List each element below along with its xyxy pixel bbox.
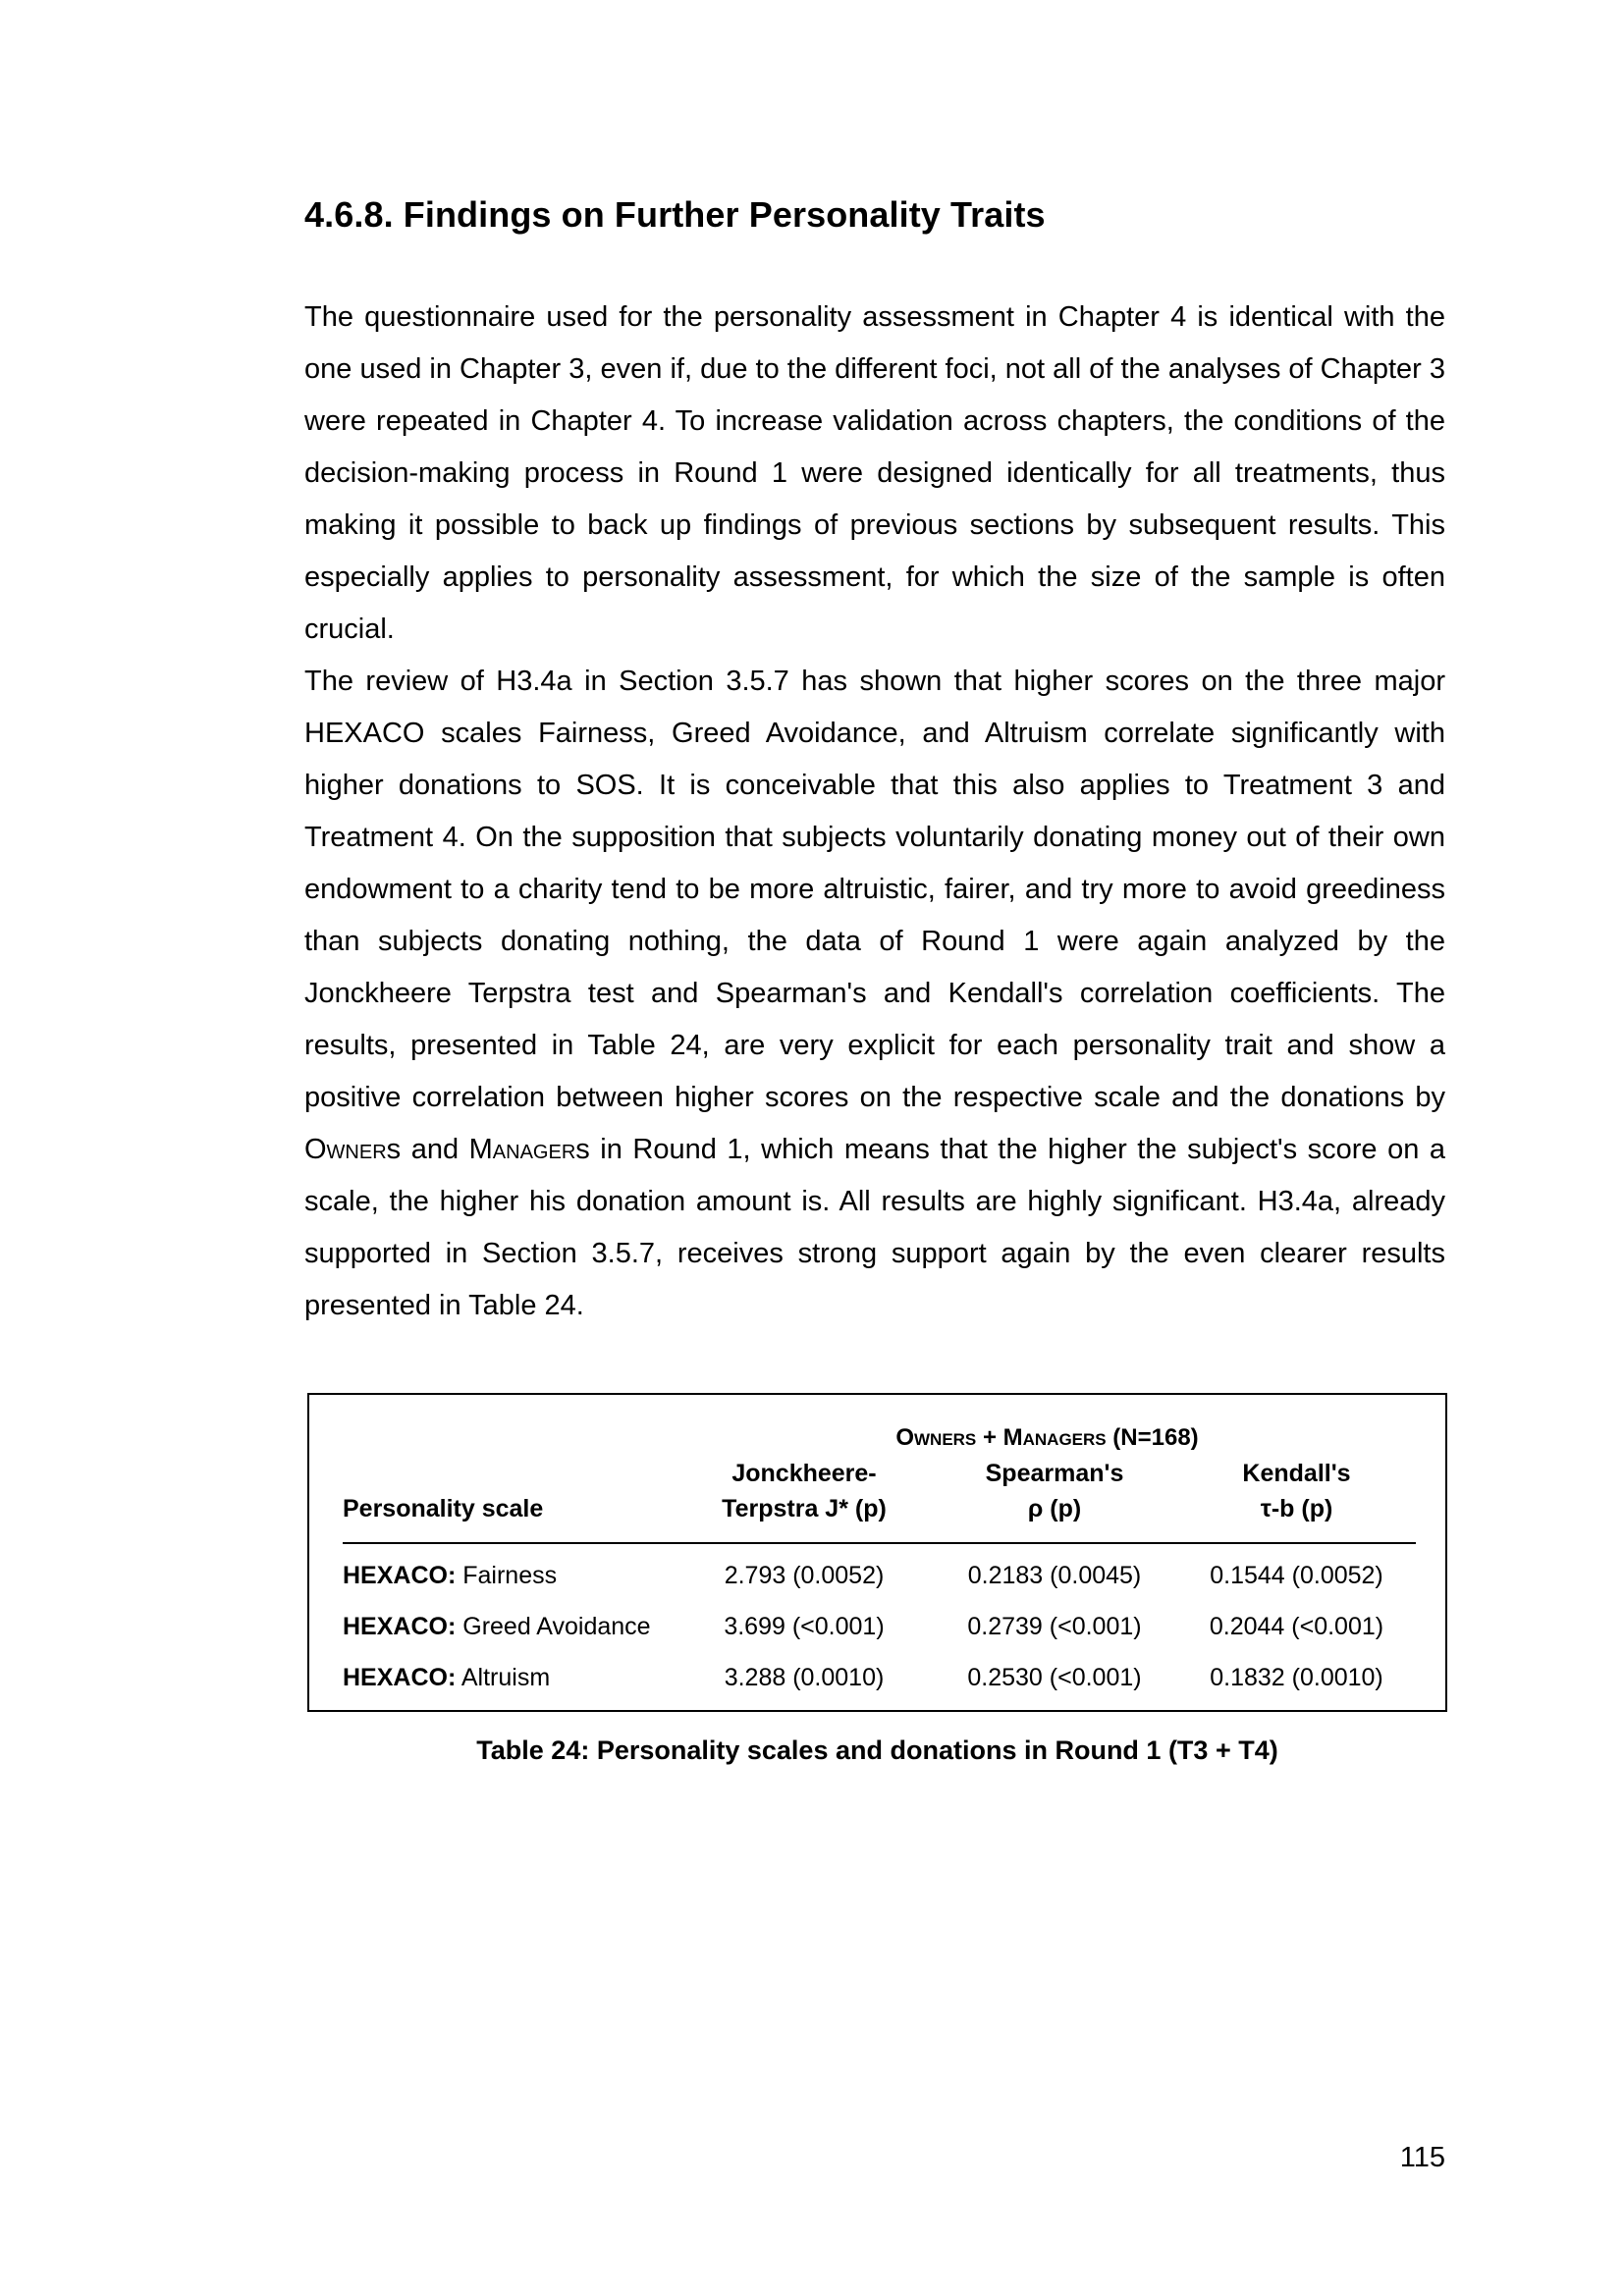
column-header-kendall-line1: Kendall's xyxy=(1242,1460,1351,1487)
column-header-spearman-line1: Spearman's xyxy=(985,1460,1124,1487)
section-heading: 4.6.8. Findings on Further Personality Traits xyxy=(304,194,1046,235)
column-header-scale xyxy=(343,1456,677,1526)
jonckheere-value: 3.699 (<0.001) xyxy=(724,1613,885,1640)
owner-term: Owner xyxy=(304,1134,387,1165)
column-header-jonckheere-line1: Jonckheere- xyxy=(731,1460,877,1487)
scale-label: Fairness xyxy=(456,1562,558,1589)
scale-name xyxy=(343,1653,677,1702)
table-caption: Table 24: Personality scales and donations in Round 1 (T3 + T4) xyxy=(476,1735,1278,1765)
scale-name xyxy=(343,1602,677,1651)
table-header-rule xyxy=(343,1542,1416,1544)
kendall-value: 0.1544 (0.0052) xyxy=(1210,1562,1383,1589)
paragraph-1: The questionnaire used for the personality assessment in Chapter 4 is identical with the one used in Chapter 3, even if, due to the different foci, not all of the analyses of Chapter 3 were repeated in Chapter 4. To increase validation across chapters, the conditions of the decision-making process in Round 1 were designed identically for all treatments, thus making it possible to back up findings of previous sections by subsequent results. This especially applies to personality assessment, for which the size of the sample is often crucial. xyxy=(304,301,1445,645)
scale-prefix: HEXACO: xyxy=(343,1562,457,1589)
spearman-value: 0.2530 (<0.001) xyxy=(967,1664,1142,1691)
kendall-value: 0.1832 (0.0010) xyxy=(1210,1664,1383,1691)
jonckheere-value: 2.793 (0.0052) xyxy=(724,1562,885,1589)
column-header-spearman xyxy=(932,1456,1177,1526)
table-row xyxy=(343,1653,1416,1702)
scale-prefix: HEXACO: xyxy=(343,1613,457,1640)
table-row xyxy=(343,1602,1416,1651)
spearman-value: 0.2739 (<0.001) xyxy=(967,1613,1142,1640)
column-header-scale-line1 xyxy=(343,1456,677,1491)
page-number: 115 xyxy=(1399,2142,1445,2173)
table-group-header: Owners + Managers (N=168) xyxy=(895,1424,1199,1451)
scale-name xyxy=(343,1551,677,1600)
paragraph-2-part-2: s in Round 1, which means that the higher the subject's score on a scale, the higher his donation amount is. All results are highly significant. H3.4a, already supported in Section 3.5.7, receives strong support again by the even clearer results presented in Table 24. xyxy=(304,1134,1445,1321)
spearman-value: 0.2183 (0.0045) xyxy=(967,1562,1142,1589)
column-header-spearman-line2: ρ (p) xyxy=(1027,1495,1082,1522)
kendall-value: 0.2044 (<0.001) xyxy=(1209,1613,1384,1640)
column-header-kendall xyxy=(1177,1456,1416,1526)
paragraph-2-part-1: The review of H3.4a in Section 3.5.7 has shown that higher scores on the three major HEXACO scales Fairness, Greed Avoidance, and Altruism correlate significantly with higher donations to SOS. It is conceivable that this also applies to Treatment 3 and Treatment 4. On the supposition that subjects voluntarily donating money out of their own endowment to a charity tend to be more altruistic, fairer, and try more to avoid greediness than subjects donating nothing, the data of Round 1 were again analyzed by the Jonckheere Terpstra test and Spearman's and Kendall's correlation coefficients. The results, presented in Table 24, are very explicit for each personality trait and show a positive correlation between higher scores on the respective scale and the donations by xyxy=(304,666,1445,1113)
column-header-kendall-line2: τ-b (p) xyxy=(1260,1495,1333,1522)
column-header-jonckheere xyxy=(677,1456,932,1526)
table-row xyxy=(343,1551,1416,1600)
paragraph-2-between: s and xyxy=(386,1134,469,1165)
manager-term: Manager xyxy=(468,1134,576,1165)
results-table-frame xyxy=(307,1393,1447,1712)
scale-prefix: HEXACO: xyxy=(343,1664,457,1691)
column-header-scale-line2: Personality scale xyxy=(343,1495,544,1522)
scale-label: Greed Avoidance xyxy=(456,1613,651,1640)
jonckheere-value: 3.288 (0.0010) xyxy=(724,1664,885,1691)
column-header-jonckheere-line2: Terpstra J* (p) xyxy=(722,1495,887,1522)
paragraph-2 xyxy=(304,656,1445,1332)
scale-label: Altruism xyxy=(456,1664,551,1691)
